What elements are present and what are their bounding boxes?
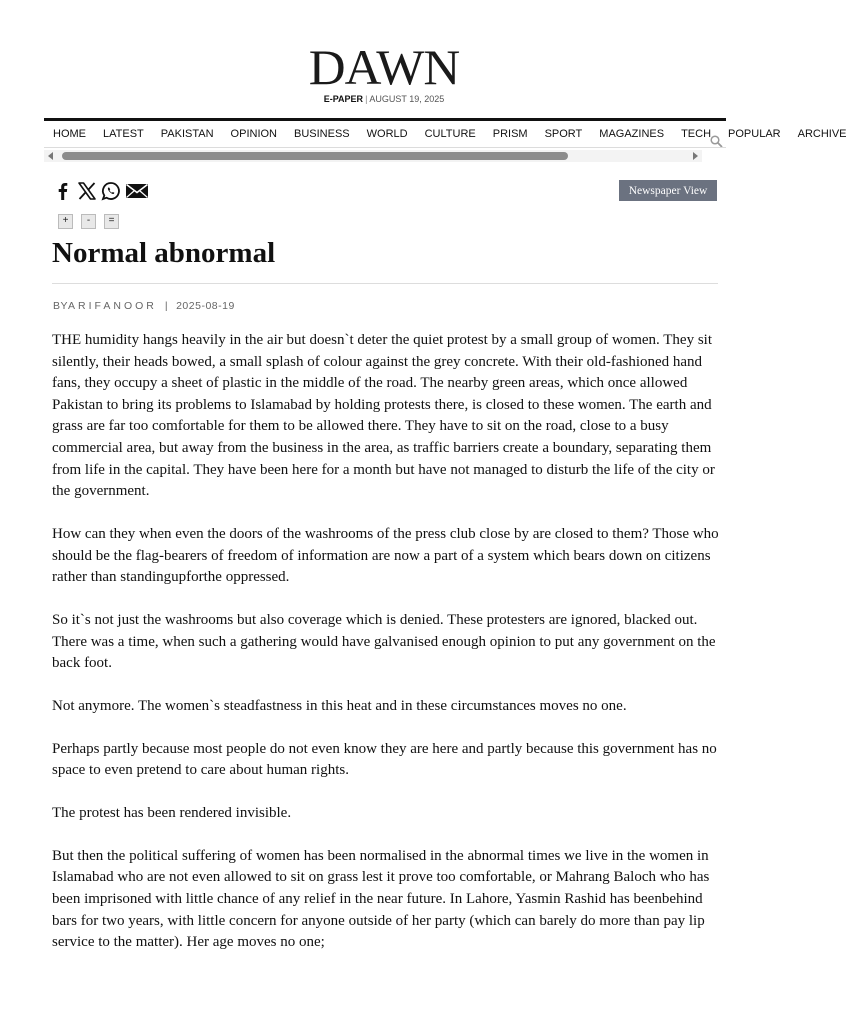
- byline: [53, 300, 235, 312]
- facebook-icon[interactable]: [53, 181, 73, 201]
- article-paragraph: But then the political suffering of women has been normalised in the abnormal times we live in the women in Islamabad who are not even allowed to sit on grass lest it prove too comfortable, or Mahrang Baloch who has been imprisoned with little chance of any relief in the near future. In Lahore, Yasmin Rashid has beenbehind bars for two years, with little concern for anyone outside of her party (which can barely do more than pay lip service to the matter). Her age moves no one;: [52, 847, 710, 951]
- nav-item-pakistan[interactable]: PAKISTAN: [160, 128, 214, 140]
- nav-item-business[interactable]: BUSINESS: [294, 128, 350, 140]
- nav-item-archive[interactable]: ARCHIVE: [797, 128, 847, 140]
- edition-line: [0, 94, 768, 104]
- byline-author[interactable]: ARIFANOOR: [68, 300, 157, 312]
- title-divider: [52, 283, 718, 284]
- newspaper-view-button[interactable]: Newspaper View: [619, 180, 717, 201]
- share-bar: [53, 181, 149, 201]
- nav-bottom-rule: [44, 147, 726, 148]
- nav-scrollbar[interactable]: [44, 150, 702, 162]
- masthead: [0, 40, 768, 104]
- font-size-controls: [58, 214, 119, 229]
- scroll-left-arrow-icon[interactable]: [48, 152, 53, 160]
- font-decrease-button[interactable]: -: [81, 214, 96, 229]
- nav-item-home[interactable]: HOME: [53, 128, 86, 140]
- font-increase-button[interactable]: +: [58, 214, 73, 229]
- byline-separator: |: [164, 300, 169, 312]
- email-icon[interactable]: [125, 181, 149, 201]
- article-paragraph: THE humidity hangs heavily in the air but doesn`t deter the quiet protest by a small group of women. They sit silently, their heads bowed, a small splash of colour against the grey concrete. With their old-fashioned hand fans, they occupy a sheet of plastic in the middle of the road. The nearby green areas, which once allowed Pakistan to bring its problems to Islamabad by holding protests there, is closed to these women. The earth and grass are far too comfortable for them to be allowed there. They have to sit on the road, close to a busy commercial area, but away from the business in the area, as traffic barriers create a boundary, separating them from life in the capital. They have been here for a month but have not managed to disturb the life of the city or the government.: [52, 332, 715, 500]
- article-body: [52, 330, 720, 975]
- font-reset-button[interactable]: =: [104, 214, 119, 229]
- nav-item-culture[interactable]: CULTURE: [424, 128, 476, 140]
- whatsapp-icon[interactable]: [101, 181, 121, 201]
- article-paragraph: So it`s not just the washrooms but also coverage which is denied. These protesters are ignored, blacked out. There was a time, when such a gathering would have galvanised enough opinion to put any government on the back foot.: [52, 611, 716, 672]
- nav-item-opinion[interactable]: OPINION: [230, 128, 277, 140]
- dawn-logo[interactable]: DAWN: [308, 39, 460, 95]
- article-title: Normal abnormal: [52, 237, 276, 269]
- byline-prefix: BY: [53, 300, 69, 312]
- article-paragraph: The protest has been rendered invisible.: [52, 805, 292, 822]
- edition-label: E-PAPER: [323, 94, 364, 104]
- article-paragraph: Not anymore. The women`s steadfastness in this heat and in these circumstances moves no one.: [52, 697, 627, 714]
- edition-date: AUGUST 19, 2025: [369, 94, 445, 104]
- nav-item-world[interactable]: WORLD: [366, 128, 408, 140]
- nav-item-popular[interactable]: POPULAR: [728, 128, 781, 140]
- x-icon[interactable]: [77, 181, 97, 201]
- article-paragraph: Perhaps partly because most people do not even know they are here and partly because this government has no space to even pretend to care about human rights.: [52, 740, 717, 779]
- nav-item-latest[interactable]: LATEST: [103, 128, 144, 140]
- scrollbar-thumb[interactable]: [62, 152, 568, 160]
- nav-item-sport[interactable]: SPORT: [544, 128, 583, 140]
- nav-item-prism[interactable]: PRISM: [492, 128, 528, 140]
- scroll-right-arrow-icon[interactable]: [693, 152, 698, 160]
- main-nav: [44, 121, 847, 147]
- byline-date: 2025-08-19: [176, 300, 235, 312]
- edition-separator: |: [365, 94, 368, 104]
- nav-item-tech[interactable]: TECH: [681, 128, 712, 140]
- nav-item-magazines[interactable]: MAGAZINES: [599, 128, 665, 140]
- article-paragraph: How can they when even the doors of the washrooms of the press club close by are closed to them? Those who should be the flag-bearers of freedom of information are now a part of a system which bears down on citizens rather than standingupforthe oppressed.: [52, 525, 719, 586]
